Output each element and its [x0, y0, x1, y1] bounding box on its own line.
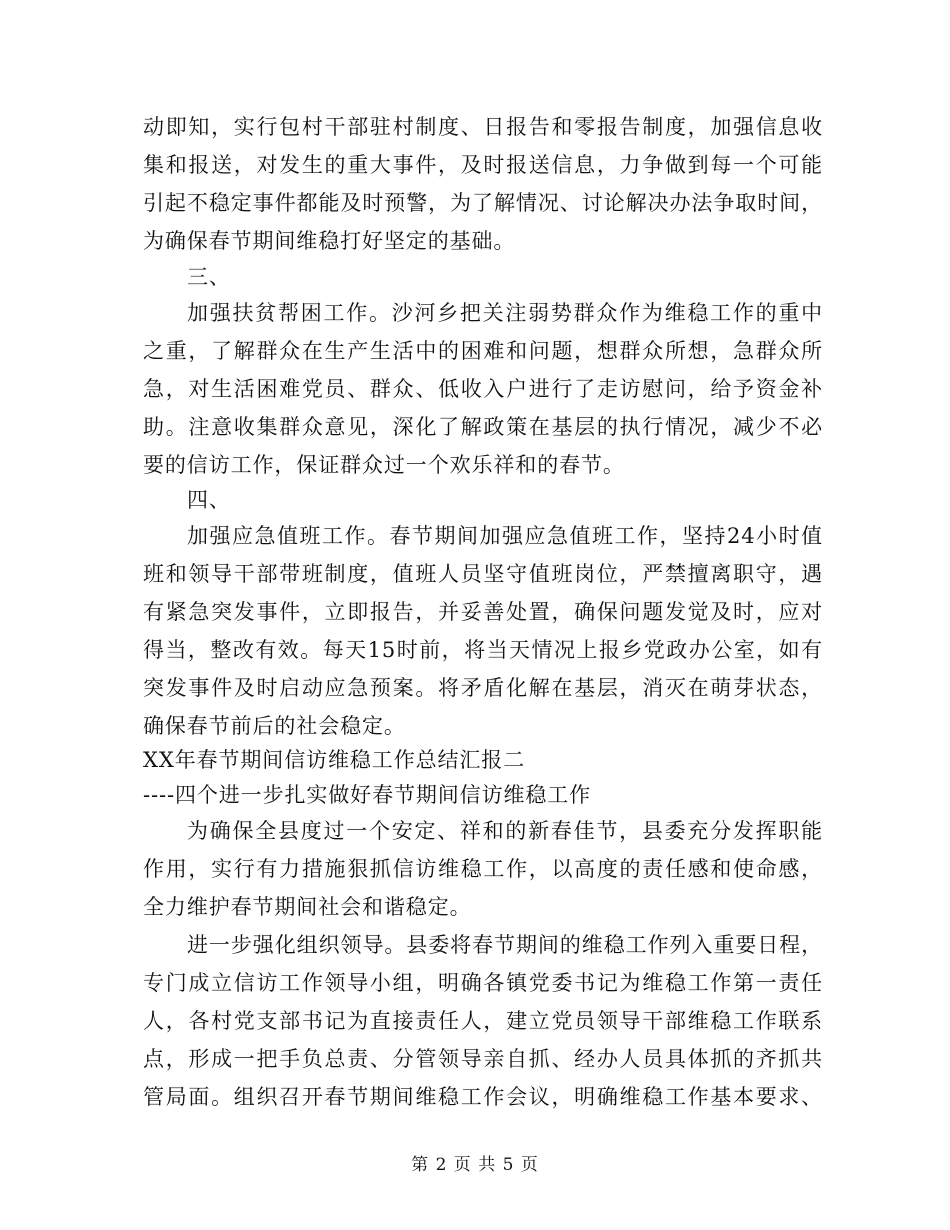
text-line: 为确保全县度过一个安定、祥和的新春佳节，县委充分发挥职能: [187, 819, 823, 843]
section-heading: 三、: [187, 265, 231, 289]
text-line: 集和报送，对发生的重大事件，及时报送信息，力争做到每一个可能: [143, 153, 823, 177]
text-line: 突发事件及时启动应急预案。将矛盾化解在基层，消灭在萌芽状态，: [143, 676, 823, 700]
text-line: 专门成立信访工作领导小组，明确各镇党委书记为维稳工作第一责任: [143, 971, 823, 995]
text-line: 点，形成一把手负总责、分管领导亲自抓、经办人员具体抓的齐抓共: [143, 1047, 823, 1071]
section-heading: 四、: [187, 488, 231, 512]
document-title: XX年春节期间信访维稳工作总结汇报二: [143, 748, 526, 772]
text-line: 引起不稳定事件都能及时预警，为了解情况、讨论解决办法争取时间，: [143, 191, 823, 215]
text-line: 班和领导干部带班制度，值班人员坚守值班岗位，严禁擅离职守，遇: [143, 562, 823, 586]
text-line: 急，对生活困难党员、群众、低收入户进行了走访慰问，给予资金补: [143, 377, 823, 401]
text-line: 加强扶贫帮困工作。沙河乡把关注弱势群众作为维稳工作的重中: [187, 301, 823, 325]
text-line: 作用，实行有力措施狠抓信访维稳工作，以高度的责任感和使命感，: [143, 857, 823, 881]
text-line: 助。注意收集群众意见，深化了解政策在基层的执行情况，减少不必: [143, 415, 823, 439]
document-subtitle: ----四个进一步扎实做好春节期间信访维稳工作: [143, 783, 592, 807]
text-line: 人，各村党支部书记为直接责任人，建立党员领导干部维稳工作联系: [143, 1009, 823, 1033]
text-line: 进一步强化组织领导。县委将春节期间的维稳工作列入重要日程，: [187, 933, 823, 957]
text-line: 全力维护春节期间社会和谐稳定。: [143, 895, 472, 919]
page-footer: 第 2 页 共 5 页: [411, 1155, 539, 1175]
text-line: 要的信访工作，保证群众过一个欢乐祥和的春节。: [143, 453, 625, 477]
text-line: 得当，整改有效。每天15时前，将当天情况上报乡党政办公室，如有: [143, 638, 823, 662]
text-line: 之重，了解群众在生产生活中的困难和问题，想群众所想，急群众所: [143, 339, 823, 363]
text-line: 动即知，实行包村干部驻村制度、日报告和零报告制度，加强信息收: [143, 115, 823, 139]
text-line: 管局面。组织召开春节期间维稳工作会议，明确维稳工作基本要求、: [143, 1085, 823, 1109]
text-line: 有紧急突发事件，立即报告，并妥善处置，确保问题发觉及时，应对: [143, 600, 823, 624]
text-line: 加强应急值班工作。春节期间加强应急值班工作，坚持24小时值: [187, 524, 823, 548]
text-line: 为确保春节期间维稳打好坚定的基础。: [143, 229, 516, 253]
text-line: 确保春节前后的社会稳定。: [143, 714, 406, 738]
